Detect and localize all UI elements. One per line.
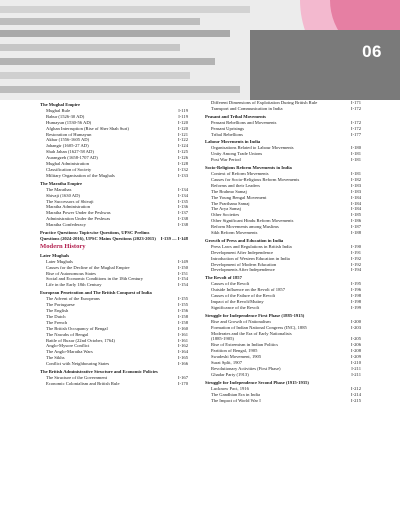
page-number-block bbox=[250, 30, 400, 100]
toc-entry-title: Causes for Socio-Religious Reform Movements bbox=[211, 176, 300, 182]
toc-entry-title: Modern History bbox=[40, 242, 86, 250]
toc-entry-page: I-198 bbox=[351, 293, 361, 299]
toc-entry-title: The Portuguese bbox=[46, 302, 75, 308]
toc-entry-page: I-209 bbox=[351, 354, 361, 360]
toc-entry-page: I-136 bbox=[178, 204, 188, 210]
toc-entry-title: The French bbox=[46, 319, 68, 325]
toc-entry-page: I-133 bbox=[178, 172, 188, 178]
toc-entry-title: Formation of Indian National Congress (INC), 1885 bbox=[211, 324, 307, 330]
toc-entry-page: I-211 bbox=[351, 365, 361, 371]
toc-entry-title: Peasant Rebellions and Movements bbox=[211, 119, 277, 125]
toc-entry-page: I-161 bbox=[178, 331, 188, 337]
toc-entry-title: Partition of Bengal, 1905 bbox=[211, 348, 258, 354]
toc-entry-title: Rise of Autonomous States bbox=[46, 270, 96, 276]
toc-entry-title: The Sikhs bbox=[46, 355, 65, 361]
toc-entry-page: I-119 bbox=[178, 113, 188, 119]
toc-entry-page: I-165 bbox=[178, 355, 188, 361]
toc-entry-title: Mughal Administration bbox=[46, 161, 90, 167]
toc-entry-page: I-135 bbox=[178, 198, 188, 204]
toc-entry-page: I-134 bbox=[178, 192, 188, 198]
toc-entry-page: I-150 bbox=[178, 264, 188, 270]
toc-entry-page: I-160 bbox=[178, 325, 188, 331]
toc-entry-title: Aurangzeb (1658-1707 AD) bbox=[46, 155, 98, 161]
toc-entry-page: I-186 bbox=[351, 218, 361, 224]
toc-entry-page: I-170 bbox=[178, 380, 188, 386]
toc-entry-page: I-184 bbox=[351, 194, 361, 200]
toc-entry-title: Humayun (1530-56 AD) bbox=[46, 119, 92, 125]
toc-entry-title: Unity Among Trade Unions bbox=[211, 151, 263, 157]
toc-entry-page: I-184 bbox=[351, 200, 361, 206]
toc-entry-page: I-154 bbox=[178, 276, 188, 282]
toc-entry bbox=[205, 398, 361, 404]
toc-entry-page: I-181 bbox=[351, 157, 361, 163]
toc-entry-title: Rise and Growth of Nationalism bbox=[211, 318, 271, 324]
toc-entry-page: I-180 bbox=[351, 145, 361, 151]
toc-entry-page: I-155 bbox=[178, 302, 188, 308]
toc-entry-page: I-194 bbox=[351, 267, 361, 273]
header-stripe bbox=[0, 86, 240, 93]
toc-entry bbox=[205, 305, 361, 311]
toc-entry-page: I-205 bbox=[351, 336, 361, 342]
toc-entry-page: I-166 bbox=[178, 361, 188, 367]
toc-entry-title: Mughal Rule bbox=[46, 107, 71, 113]
toc-entry-title: (1885-1905) bbox=[211, 336, 234, 342]
toc-entry-title: Post War Period bbox=[211, 157, 241, 163]
toc-entry-page: I-183 bbox=[351, 188, 361, 194]
toc-entry-page: I-211 bbox=[351, 371, 361, 377]
toc-entry bbox=[40, 173, 188, 179]
toc-entry-page: I-198 bbox=[351, 299, 361, 304]
toc-entry-page: I-158 bbox=[178, 319, 188, 325]
toc-entry-page: I-181 bbox=[351, 151, 361, 157]
toc-entry-page: I-156 bbox=[178, 308, 188, 313]
header-stripe bbox=[0, 44, 180, 51]
toc-entry bbox=[40, 381, 188, 387]
toc-entry bbox=[205, 372, 361, 378]
toc-entry-page: I-161 bbox=[178, 337, 188, 343]
toc-entry-page bbox=[184, 243, 188, 251]
header-stripe bbox=[0, 30, 230, 37]
toc-entry-title: Conflict with Neighbouring States bbox=[46, 361, 110, 367]
toc-entry-title: Maratha Confederacy bbox=[46, 222, 86, 228]
toc-entry-title: Later Mughals bbox=[40, 252, 70, 258]
toc-entry-title: Swadeshi Movement, 1905 bbox=[211, 354, 262, 360]
toc-entry-title: The English bbox=[46, 308, 69, 313]
toc-entry-title: The Revolt of 1857 bbox=[205, 275, 242, 281]
toc-entry-page: I-155 bbox=[178, 296, 188, 302]
toc-entry-title: Press Laws and Regulations in British India bbox=[211, 243, 292, 249]
toc-entry-title: The Brahmo Samaj bbox=[211, 188, 247, 194]
toc-entry-page: I-210 bbox=[351, 360, 361, 366]
toc-entry-title: The Successors of Shivaji bbox=[46, 198, 94, 204]
toc-entry-page: I-158 bbox=[178, 313, 188, 319]
toc-entry-title: Development of Modern Education bbox=[211, 261, 277, 267]
toc-entry-title: Afghan Interruption (Rise of Sher Shah Suri) bbox=[46, 125, 129, 131]
toc-entry-page: I-172 bbox=[351, 125, 361, 131]
toc-entry-page: I-122 bbox=[178, 137, 188, 143]
toc-entry-title: The Nawabs of Bengal bbox=[46, 331, 89, 337]
toc-entry-title: European Penetration and The British Conquest of India bbox=[40, 290, 152, 296]
toc-entry-title: Anglo-Mysore Conflict bbox=[46, 343, 90, 349]
toc-entry-page: I-206 bbox=[351, 342, 361, 348]
toc-entry bbox=[40, 282, 188, 288]
toc-entry-page: I-154 bbox=[178, 282, 188, 288]
toc-entry bbox=[40, 361, 188, 367]
toc-entry-page: I-134 bbox=[178, 186, 188, 192]
toc-entry-page: I-196 bbox=[351, 287, 361, 293]
section-heading bbox=[40, 230, 188, 242]
toc-entry-page: I-191 bbox=[351, 249, 361, 255]
toc-entry-page: I-187 bbox=[351, 224, 361, 230]
toc-entry-title: Development After Independence bbox=[211, 249, 273, 255]
toc-entry bbox=[205, 267, 361, 273]
header-stripe bbox=[0, 72, 190, 79]
page-number: 06 bbox=[362, 42, 382, 61]
toc-entry-page: I-188 bbox=[351, 230, 361, 236]
part-heading bbox=[40, 243, 188, 251]
toc-entry-title: Economic Colonialism and British Rule bbox=[46, 380, 120, 386]
toc-entry-page: I-120 bbox=[178, 125, 188, 131]
toc-entry-title: Peasant Uprisings bbox=[211, 125, 245, 131]
toc-entry-page: I-167 bbox=[178, 374, 188, 380]
contents-right-column bbox=[205, 100, 361, 403]
toc-entry-page: I-181 bbox=[351, 170, 361, 176]
toc-entry-title: Outside Influence on the Revolt of 1857 bbox=[211, 287, 285, 293]
toc-entry-page: I-126 bbox=[178, 155, 188, 161]
toc-entry-title: Rise of Extremism in Indian Politics bbox=[211, 342, 278, 348]
toc-entry-title: Different Dimensions of Exploitation During British Rule bbox=[211, 100, 318, 105]
toc-entry-title: The Dutch bbox=[46, 313, 66, 319]
toc-entry-title: The Gandhian Era in India bbox=[211, 391, 260, 397]
toc-entry-page: I-212 bbox=[351, 385, 361, 391]
toc-entry-title: Administration Under the Peshwas bbox=[46, 216, 111, 222]
toc-entry-title: The Young Bengal Movement bbox=[211, 194, 267, 200]
toc-entry-title: Causes of the Failure of the Revolt bbox=[211, 293, 276, 299]
toc-entry bbox=[205, 157, 361, 163]
toc-entry-title: Life in the Early 18th Century bbox=[46, 282, 102, 288]
toc-entry-page: I-200 bbox=[351, 318, 361, 324]
toc-entry-title: Babur (1526-30 AD) bbox=[46, 113, 85, 119]
toc-entry-page: I-128 bbox=[178, 161, 188, 167]
header-stripe bbox=[0, 6, 250, 13]
toc-entry bbox=[205, 132, 361, 138]
contents-left-column bbox=[40, 100, 188, 387]
toc-entry-title: Sikh Reform Movements bbox=[211, 230, 258, 236]
toc-entry-title: The Impact of World War I bbox=[211, 397, 261, 403]
toc-entry-title: The British Occupancy of Bengal bbox=[46, 325, 108, 331]
toc-entry bbox=[205, 230, 361, 236]
toc-entry-page: I-151 bbox=[178, 270, 188, 276]
toc-entry-page: I-124 bbox=[178, 143, 188, 149]
toc-entry-title: Impact of the Revolt/Mutiny bbox=[211, 299, 264, 304]
toc-entry-title: The Mughal Empire bbox=[40, 102, 80, 107]
toc-entry-title: Introduction of Western Education in India bbox=[211, 255, 290, 261]
toc-entry-page: I-125 bbox=[178, 149, 188, 155]
toc-entry-title: Struggle for Independence Second Phase (1915-1935) bbox=[205, 379, 309, 385]
toc-entry-title: Akbar (1556-1605 AD) bbox=[46, 137, 90, 143]
toc-entry-title: Restoration of Humayun bbox=[46, 131, 92, 137]
toc-entry-title: Social and Economic Conditions in the 18th Century bbox=[46, 276, 144, 282]
toc-entry-page: I-137 bbox=[178, 210, 188, 216]
toc-entry-title: The Advent of the Europeans bbox=[46, 296, 100, 302]
toc-entry-title: Reform Movements among Muslims bbox=[211, 224, 279, 230]
toc-entry-page: I-199 bbox=[351, 304, 361, 310]
header-banner bbox=[0, 0, 400, 100]
toc-entry-page: I-183 bbox=[351, 182, 361, 188]
toc-entry-page: I-171 bbox=[351, 100, 361, 105]
toc-entry-title: Shah Jahan (1627-58 AD) bbox=[46, 149, 94, 155]
toc-entry-page: I-177 bbox=[351, 131, 361, 137]
toc-entry-title: Peasant and Tribal Movements bbox=[205, 113, 266, 119]
toc-entry-page: I-182 bbox=[351, 176, 361, 182]
toc-entry-page: I-214 bbox=[351, 391, 361, 397]
header-stripe bbox=[0, 18, 200, 25]
toc-entry-title: The Anglo-Maratha Wars bbox=[46, 349, 93, 355]
toc-entry-title: The Marathas bbox=[46, 186, 72, 192]
toc-entry-title: The Prarthana Samaj bbox=[211, 200, 250, 206]
toc-entry-page: I-164 bbox=[178, 349, 188, 355]
toc-entry-page: I-138 bbox=[178, 222, 188, 228]
toc-entry-page: I-121 bbox=[178, 131, 188, 137]
toc-entry-page: I-195 bbox=[351, 281, 361, 287]
toc-entry-title: Organisations Related to Labour Movements bbox=[211, 145, 294, 151]
toc-entry-title: Growth of Press and Education in India bbox=[205, 237, 284, 243]
toc-entry-page: I-149 bbox=[178, 258, 188, 264]
toc-entry-title: The Structure of the Government bbox=[46, 374, 107, 380]
toc-entry-title: Causes of the Revolt bbox=[211, 281, 250, 287]
toc-entry-page: I-185 bbox=[351, 212, 361, 218]
toc-entry-page: I-190 bbox=[351, 243, 361, 249]
toc-entry-page: I-119 bbox=[178, 107, 188, 113]
toc-entry-page: I-120 bbox=[178, 119, 188, 125]
header-stripe bbox=[0, 58, 215, 65]
toc-entry-title: Battle of Buxar (22nd October, 1764) bbox=[46, 337, 115, 343]
toc-entry-page: I-215 bbox=[351, 397, 361, 403]
toc-entry-title: Classification of Society bbox=[46, 166, 92, 172]
toc-entry-title: Reforms and their Leaders bbox=[211, 182, 260, 188]
toc-entry-page: I-192 bbox=[351, 261, 361, 267]
toc-entry-title: Revolutionary Activities (First Phase) bbox=[211, 365, 281, 371]
toc-entry-page: I-139 — I-148 bbox=[160, 235, 188, 241]
toc-entry-title: Transport and Communication in India bbox=[211, 105, 283, 111]
toc-entry-title: Lucknow Pact, 1916 bbox=[211, 385, 249, 391]
toc-entry-title: Significance of the Revolt bbox=[211, 304, 260, 310]
toc-entry-page: I-172 bbox=[351, 105, 361, 111]
toc-entry-page: I-192 bbox=[351, 255, 361, 261]
toc-entry-title: Maratha Power Under the Peshwas bbox=[46, 210, 111, 216]
toc-entry-title: Surat Split, 1907 bbox=[211, 360, 243, 366]
toc-entry-title: Practice Questions: Topicwise Questions, UPSC Prelims Questions (2024-2016), UPSC Mains Questions (2023-2015) bbox=[40, 230, 156, 241]
toc-entry-title: Ghadar Party (1913) bbox=[211, 371, 249, 377]
toc-entry-page: I-138 bbox=[178, 216, 188, 222]
toc-entry-page: I-208 bbox=[351, 348, 361, 354]
toc-entry-title: Military Organisation of the Mughals bbox=[46, 172, 115, 178]
toc-entry-title: The British Administrative Structure and Economic Policies bbox=[40, 369, 158, 375]
toc-entry-title: Later Mughals bbox=[46, 258, 73, 264]
toc-entry-title: Labour Movements in India bbox=[205, 139, 261, 145]
toc-entry-page: I-172 bbox=[351, 119, 361, 125]
toc-entry-title: Context of Reform Movements bbox=[211, 170, 269, 176]
toc-entry bbox=[205, 106, 361, 112]
toc-entry-title: Moderates and the Era of Early Nationalists bbox=[211, 330, 292, 336]
toc-entry-page: I-162 bbox=[178, 343, 188, 349]
toc-entry-title: Other Significant Hindu Reform Movements bbox=[211, 218, 294, 224]
toc-entry-title: Jahangir (1605-27 AD) bbox=[46, 143, 89, 149]
toc-entry-title: The Maratha Empire bbox=[40, 180, 83, 186]
toc-entry-title: Developments After Independence bbox=[211, 267, 275, 273]
toc-entry-title: Struggle for Independence First Phase (1885-1915) bbox=[205, 312, 305, 318]
toc-entry-title: Other Societies bbox=[211, 212, 240, 218]
toc-entry-page: I-132 bbox=[178, 166, 188, 172]
toc-entry-title: Shivaji (1630 AD) bbox=[46, 192, 80, 198]
toc-entry-title: Maratha Administration bbox=[46, 204, 91, 210]
toc-entry-page: I-184 bbox=[351, 206, 361, 212]
toc-entry-title: Causes for the Decline of the Mughal Empire bbox=[46, 264, 130, 270]
toc-entry-title: Tribal Rebellions bbox=[211, 131, 243, 137]
toc-entry-page: I-203 bbox=[351, 324, 361, 330]
toc-entry-title: The Arya Samaj bbox=[211, 206, 241, 212]
toc-entry-title: Socio-Religious Reform Movements in India bbox=[205, 165, 292, 171]
toc-entry bbox=[40, 222, 188, 228]
